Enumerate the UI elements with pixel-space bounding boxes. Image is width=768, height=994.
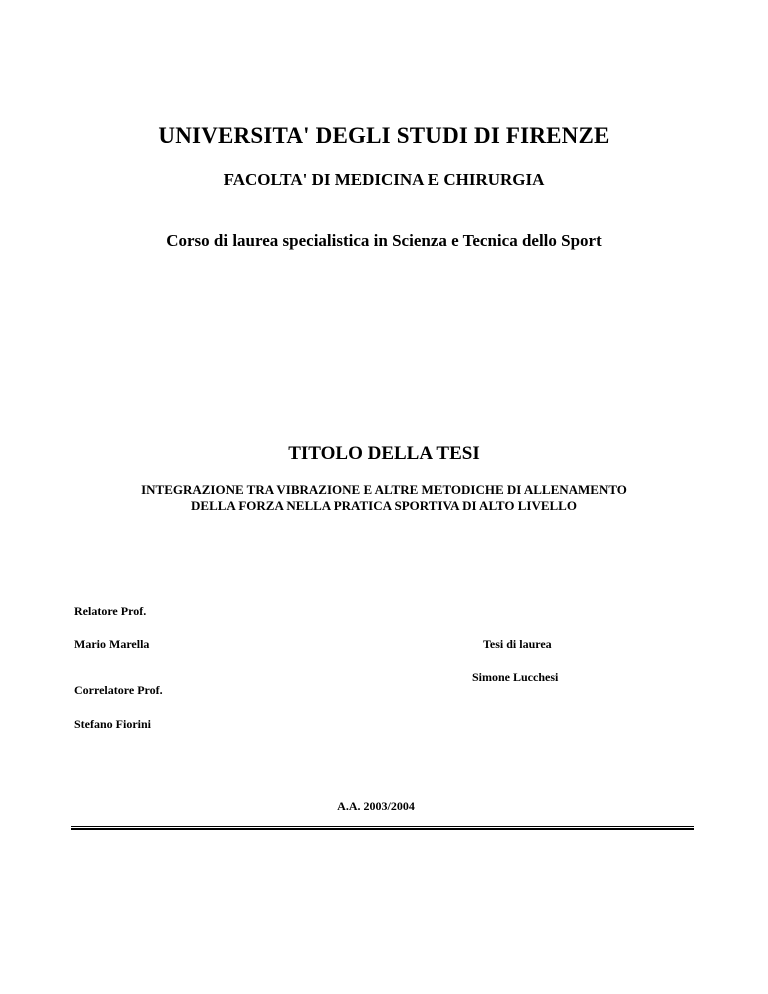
relatore-label: Relatore Prof. [74, 604, 147, 618]
thesis-title-heading: TITOLO DELLA TESI [288, 443, 480, 464]
student-name: Simone Lucchesi [472, 670, 559, 684]
thesis-title-line2: DELLA FORZA NELLA PRATICA SPORTIVA DI ALTO LIVELLO [191, 498, 577, 513]
academic-year-row [0, 799, 768, 814]
faculty-name: FACOLTA' DI MEDICINA E CHIRURGIA [223, 170, 545, 189]
university-name: UNIVERSITA' DEGLI STUDI DI FIRENZE [158, 123, 610, 148]
academic-year: A.A. 2003/2004 [337, 799, 415, 813]
correlatore-name: Stefano Fiorini [74, 717, 151, 731]
footer-double-rule [71, 826, 694, 830]
tesi-label: Tesi di laurea [483, 637, 552, 651]
course-name: Corso di laurea specialistica in Scienza e Tecnica dello Sport [166, 231, 602, 250]
relatore-name: Mario Marella [74, 637, 150, 651]
correlatore-label: Correlatore Prof. [74, 683, 163, 697]
thesis-title-line1: INTEGRAZIONE TRA VIBRAZIONE E ALTRE METODICHE DI ALLENAMENTO [141, 482, 627, 497]
